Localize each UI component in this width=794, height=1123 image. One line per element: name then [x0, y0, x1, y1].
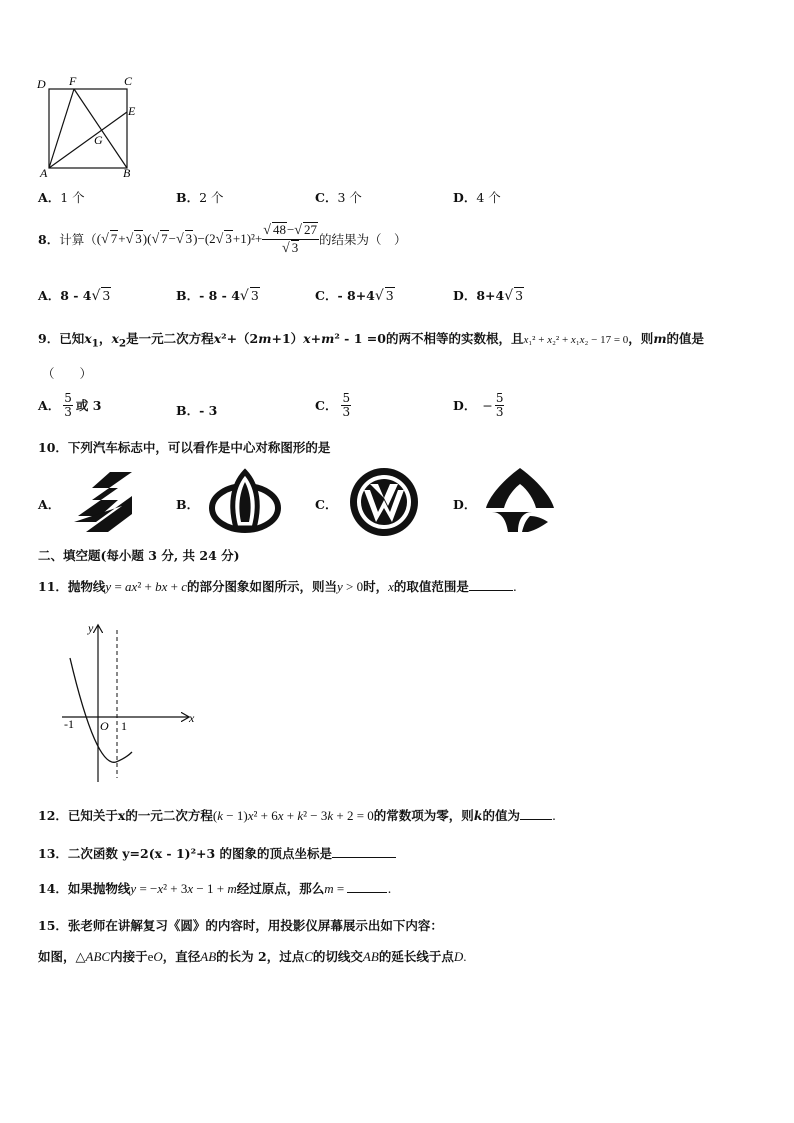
- graph-x-label: x: [189, 711, 195, 725]
- q11-stem: 11．抛物线y = ax² + bx + c的部分图象如图所示，则当y > 0时，x的取值范围是 .: [38, 579, 517, 594]
- q12-stem: 12．已知关于x的一元二次方程(k − 1)x² + 6x + k² − 3k + 2 = 0的常数项为零，则k的值为 .: [38, 808, 556, 823]
- q14-stem: 14．如果抛物线y = −x² + 3x − 1 + m经过原点，那么m = .: [38, 881, 392, 896]
- q15-line1: 15．张老师在讲解复习《圆》的内容时，用投影仪屏幕展示出如下内容：: [38, 918, 443, 933]
- q8-expression: (√ 7+√ 3)(√ 7−√ 3)−(2√ 3+1)²+: [96, 231, 263, 248]
- graph-neg1-label: -1: [64, 717, 74, 731]
- q9-option-b: B．- 3: [176, 403, 218, 418]
- graph-y-label: y: [88, 621, 94, 635]
- q7-option-c: C．3 个: [315, 190, 362, 205]
- label-D: D: [37, 77, 46, 91]
- q9-option-d: D． − $\frac{5}{3}$: [453, 391, 504, 419]
- q10-option-a-label: A．: [38, 497, 61, 512]
- q8-option-d: D．8+4√ 3: [453, 288, 524, 304]
- q8-fraction: $\frac{√ 48-√ 27}{√ 3}$: [263, 222, 317, 256]
- q10-stem: 10．下列汽车标志中，可以看作是中心对称图形的是: [38, 440, 331, 455]
- parabola-graph: [56, 618, 206, 786]
- label-C: C: [124, 74, 133, 88]
- q13-stem: 13．二次函数 y=2(x - 1)²+3 的图象的顶点坐标是: [38, 844, 396, 862]
- section2-title: 二、填空题(每小题 3 分, 共 24 分): [38, 548, 240, 563]
- q8-stem: 8． 计算（ (√ 7+√ 3)(√ 7−√ 3)−(2√ 3+1)²+ $\frac{√ 48-√ 27}{√ 3}$ 的结果为（ ）: [38, 222, 407, 256]
- q9-stem: 9．已知$x_1$，$x_2$是一元二次方程x²+（2m+1）x+m² - 1 =0的两不相等的实数根，且x₁² + x₂² + x₁x₂ − 17 = 0，则m的值是: [38, 331, 705, 350]
- q7-option-b: B．2 个: [176, 190, 224, 205]
- label-F: F: [69, 74, 77, 88]
- label-B: B: [123, 166, 131, 180]
- q8-option-a: A．8 - 4√ 3: [38, 288, 111, 304]
- q10-option-d-label: D．: [453, 497, 477, 512]
- q8-option-b: B．- 8 - 4√ 3: [176, 288, 259, 304]
- logo-volkswagen-icon: [348, 466, 420, 538]
- q15-line2: 如图，△ABC内接于eO，直径AB的长为 2，过点C的切线交AB的延长线于点D.: [38, 949, 467, 964]
- square-figure: [34, 72, 144, 180]
- label-G: G: [94, 133, 103, 147]
- q9-option-a: A． $\frac{5}{3}$ 或 3: [38, 391, 102, 419]
- q7-option-d: D．4 个: [453, 190, 501, 205]
- q7-option-a: A．1 个: [38, 190, 85, 205]
- graph-origin-label: O: [100, 719, 109, 733]
- q10-option-b-label: B．: [176, 497, 200, 512]
- q9-option-c: C． $\frac{5}{3}$: [315, 391, 351, 419]
- label-A: A: [40, 166, 48, 180]
- logo-road-icon: [484, 466, 556, 536]
- q9-paren: （ ）: [42, 366, 93, 381]
- q10-option-c-label: C．: [315, 497, 338, 512]
- graph-one-label: 1: [121, 719, 127, 733]
- q8-option-c: C．- 8+4√ 3: [315, 288, 394, 304]
- logo-changan-icon: [208, 466, 282, 536]
- logo-suzuki-icon: [70, 470, 140, 534]
- label-E: E: [128, 104, 136, 118]
